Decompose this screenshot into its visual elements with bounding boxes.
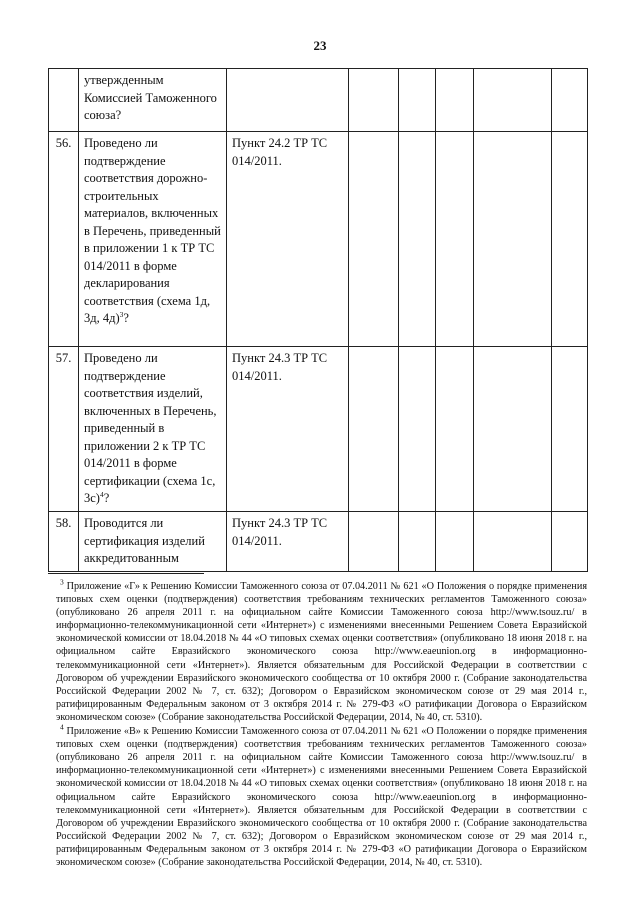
answer-cell (474, 69, 552, 132)
table-row (49, 512, 588, 572)
answer-cell (399, 69, 436, 132)
answer-cell (349, 69, 399, 132)
page-number: 23 (313, 38, 327, 53)
row-number (49, 69, 79, 132)
answer-cell (436, 347, 474, 512)
answer-cell (399, 347, 436, 512)
footnote-ref: 4 (99, 489, 104, 499)
table-row (49, 132, 588, 347)
question-cell (79, 347, 227, 512)
answer-cell (399, 132, 436, 347)
answer-cell (436, 69, 474, 132)
footnote-mark: 3 (60, 577, 64, 587)
question-text: Проведено ли подтверждение соответствия дорожно-строительных материалов, включенных в Перечень, приведенный в приложении 1 к ТР ТС 014/2011 в форме декларирования соответствия (схема 1д, 3д, 4д) (84, 136, 221, 325)
checklist-table (48, 68, 588, 572)
reference-cell: Пункт 24.3 ТР ТС 014/2011. (227, 512, 349, 572)
question-cell: Проводится ли сертификация изделий аккредитованным (79, 512, 227, 572)
footnote (56, 577, 588, 724)
answer-cell (349, 132, 399, 347)
question-tail: ? (103, 491, 110, 505)
answer-cell (474, 132, 552, 347)
reference-cell: Пункт 24.2 ТР ТС 014/2011. (227, 132, 349, 347)
question-text: Проведено ли подтверждение соответствия изделий, включенных в Перечень, приведенный в приложении 2 к ТР ТС 014/2011 в форме сертификации (схема 1с, 3с) (84, 351, 217, 505)
answer-cell (474, 347, 552, 512)
question-cell (79, 132, 227, 347)
question-cell: утвержденным Комиссией Таможенного союза? (79, 69, 227, 132)
answer-cell (436, 132, 474, 347)
answer-cell (436, 512, 474, 572)
answer-cell (552, 132, 588, 347)
answer-cell (474, 512, 552, 572)
table-row (49, 69, 588, 132)
footnote-text: Приложение «В» к Решению Комиссии Таможенного союза от 07.04.2011 № 621 «О Положении о порядке применения типовых схем оценки (подтверждения) соответствия требованиям технических регламентов Таможенного союза» (опубликовано 26 апреля 2011 г. на официальном сайте Комиссии Таможенного союза http://www.tsouz.ru/ в информационно-телекоммуникационной сети «Интернет») с изменениями внесенными Решением Совета Евразийской экономической комиссии от 18.04.2018 № 44 «О типовых схемах оценки соответствия» (опубликовано 18 июня 2018 г. на официальном сайте Евразийского экономического союза http://www.eaeunion.org в информационно-телекоммуникационной сети «Интернет»). Является обязательным для Российской Федерации в соответствии с Договором об учреждении Евразийского экономического сообщества от 10 октября 2000 г. (Собрание законодательства Российской Федерации 2002 № 7, ст. 632); Договором о Евразийском экономическом союзе от 29 мая 2014 г., ратифицированным Федеральным законом от 3 октября 2014 г. № 279-ФЗ «О ратификации Договора о Евразийском экономическом союзе» (Собрание законодательства Российской Федерации, 2014, № 40, ст. 5310). (56, 726, 587, 868)
answer-cell (552, 347, 588, 512)
footnote (56, 722, 587, 869)
row-number: 57. (49, 347, 79, 512)
footnotes (56, 577, 588, 870)
answer-cell (552, 512, 588, 572)
footnote-separator (48, 573, 204, 574)
footnote-ref: 3 (119, 309, 124, 319)
footnote-text: Приложение «Г» к Решению Комиссии Таможенного союза от 07.04.2011 № 621 «О Положения о порядке применения типовых схем оценки (подтверждения) соответствия требованиям технических регламентов Таможенного союза» (опубликовано 26 апреля 2011 г. на официальном сайте Комиссии Таможенного союза http://www.tsouz.ru/ в информационно-телекоммуникационной сети «Интернет») с изменениями внесенными Решением Совета Евразийской экономической комиссии от 18.04.2018 № 44 «О типовых схемах оценки соответствия» (опубликовано 18 июня 2018 г. на официальном сайте Евразийского экономического союза http://www.eaeunion.org в информационно-телекоммуникационной сети «Интернет»). Является обязательным для Российской Федерации в соответствии с Договором об учреждении Евразийского экономического сообщества от 10 октября 2000 г. (Собрание законодательства Российской Федерации 2002 № 7, ст. 632); Договором о Евразийском экономическом союзе от 29 мая 2014 г., ратифицированным Федеральным законом от 3 октября 2014 г. № 279-ФЗ «О ратификации Договора о Евразийском экономическом союзе» (Собрание законодательства Российской Федерации, 2014, № 40, ст. 5310). (56, 581, 588, 723)
row-number: 56. (49, 132, 79, 347)
answer-cell (552, 69, 588, 132)
question-tail: ? (123, 311, 129, 325)
table-row (49, 347, 588, 512)
answer-cell (349, 512, 399, 572)
reference-cell: Пункт 24.3 ТР ТС 014/2011. (227, 347, 349, 512)
row-number: 58. (49, 512, 79, 572)
answer-cell (399, 512, 436, 572)
answer-cell (349, 347, 399, 512)
reference-cell (227, 69, 349, 132)
footnote-mark: 4 (60, 722, 64, 732)
